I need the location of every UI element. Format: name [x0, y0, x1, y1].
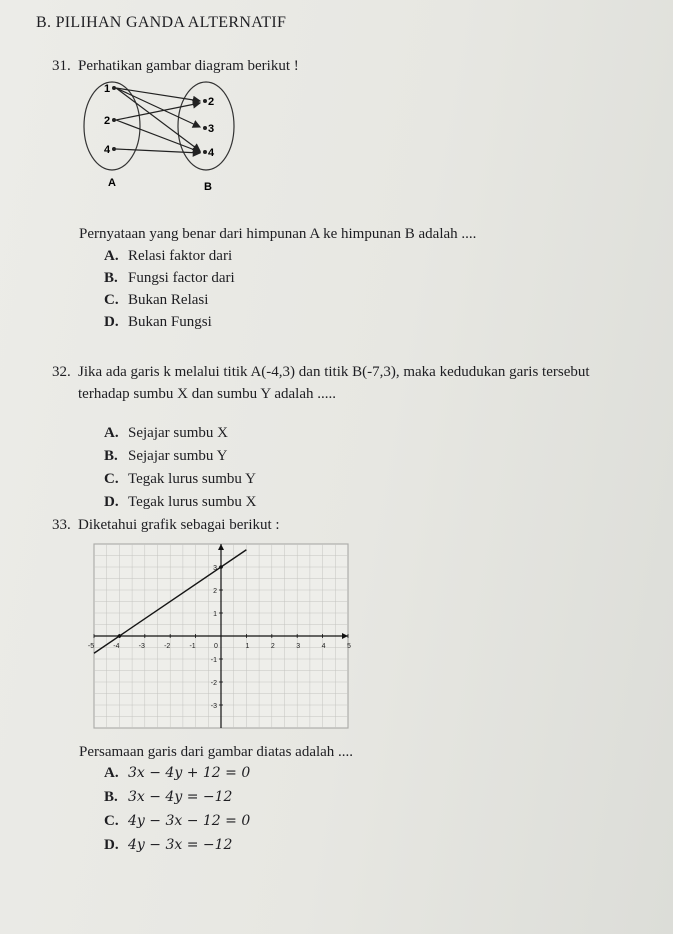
q32-line-1: Jika ada garis k melalui titik A(-4,3) dan titik B(-7,3), maka kedudukan garis tersebut	[78, 364, 590, 380]
set-a-label: A	[108, 177, 116, 189]
x-tick-label: 1	[245, 643, 250, 650]
q31-option-d[interactable]: D. Bukan Fungsi	[104, 314, 212, 330]
set-b-el-2: 2	[208, 96, 215, 108]
arrow-4-4	[116, 149, 200, 153]
q33-option-d[interactable]: D. 4y − 3x = −12	[104, 837, 233, 853]
y-tick-label: 2	[213, 588, 217, 595]
x-tick-label: 3	[296, 643, 301, 650]
q33-number: 33.	[52, 517, 71, 533]
x-tick-label: -2	[164, 643, 171, 650]
x-tick-label: 2	[270, 643, 275, 650]
section-title: B. PILIHAN GANDA ALTERNATIF	[36, 14, 287, 31]
y-tick-label: -3	[210, 703, 217, 710]
x-tick-label: -3	[138, 643, 145, 650]
set-b-el-4: 4	[208, 147, 215, 159]
q33-prompt: Diketahui grafik sebagai berikut :	[78, 517, 280, 533]
set-a-el-1: 1	[104, 83, 111, 95]
q31-prompt: Perhatikan gambar diagram berikut !	[78, 58, 299, 74]
q33-question: Persamaan garis dari gambar diatas adalah ....	[79, 744, 354, 760]
q31-option-a[interactable]: A. Relasi faktor dari	[104, 248, 233, 264]
x-tick-label: -5	[87, 643, 95, 650]
q32-option-c[interactable]: C. Tegak lurus sumbu Y	[104, 471, 256, 487]
x-tick-label: 4	[321, 643, 326, 650]
q33-option-a[interactable]: A. 3x − 4y + 12 = 0	[104, 765, 251, 781]
q33-line-graph	[87, 540, 352, 732]
x-intercept-point	[118, 634, 122, 638]
x-tick-label: 0	[214, 643, 218, 650]
q31-question: Pernyataan yang benar dari himpunan A ke himpunan B adalah ....	[79, 226, 477, 242]
y-tick-label: -2	[210, 680, 217, 687]
q32-option-d[interactable]: D. Tegak lurus sumbu X	[104, 494, 257, 510]
q31-option-b[interactable]: B. Fungsi factor dari	[104, 270, 235, 286]
set-a-el-2: 2	[104, 115, 111, 127]
x-tick-label: -1	[189, 643, 196, 650]
arrow-2-2	[116, 103, 200, 120]
q32-option-a[interactable]: A. Sejajar sumbu X	[104, 425, 228, 441]
q33-option-b[interactable]: B. 3x − 4y = −12	[104, 789, 233, 805]
set-a-el-4: 4	[104, 144, 111, 156]
arrow-2-4	[116, 120, 200, 152]
x-tick-label: -4	[113, 643, 120, 650]
set-b-ellipse	[178, 82, 234, 170]
q32-number: 32.	[52, 364, 71, 380]
q31-option-c[interactable]: C. Bukan Relasi	[104, 292, 209, 308]
y-tick-label: 1	[213, 611, 217, 618]
arrow-1-4	[116, 88, 200, 151]
q31-number: 31.	[52, 58, 71, 74]
q31-arrow-diagram	[82, 82, 242, 200]
q33-option-c[interactable]: C. 4y − 3x − 12 = 0	[104, 813, 251, 829]
set-b-el-3: 3	[208, 123, 215, 135]
y-tick-label: 3	[213, 565, 217, 572]
y-tick-label: -1	[210, 657, 217, 664]
q32-option-b[interactable]: B. Sejajar sumbu Y	[104, 448, 228, 464]
set-b-label: B	[204, 181, 212, 193]
y-intercept-point	[219, 565, 223, 569]
x-tick-label: 5	[347, 643, 351, 650]
q32-line-2: terhadap sumbu X dan sumbu Y adalah .....	[78, 386, 336, 402]
